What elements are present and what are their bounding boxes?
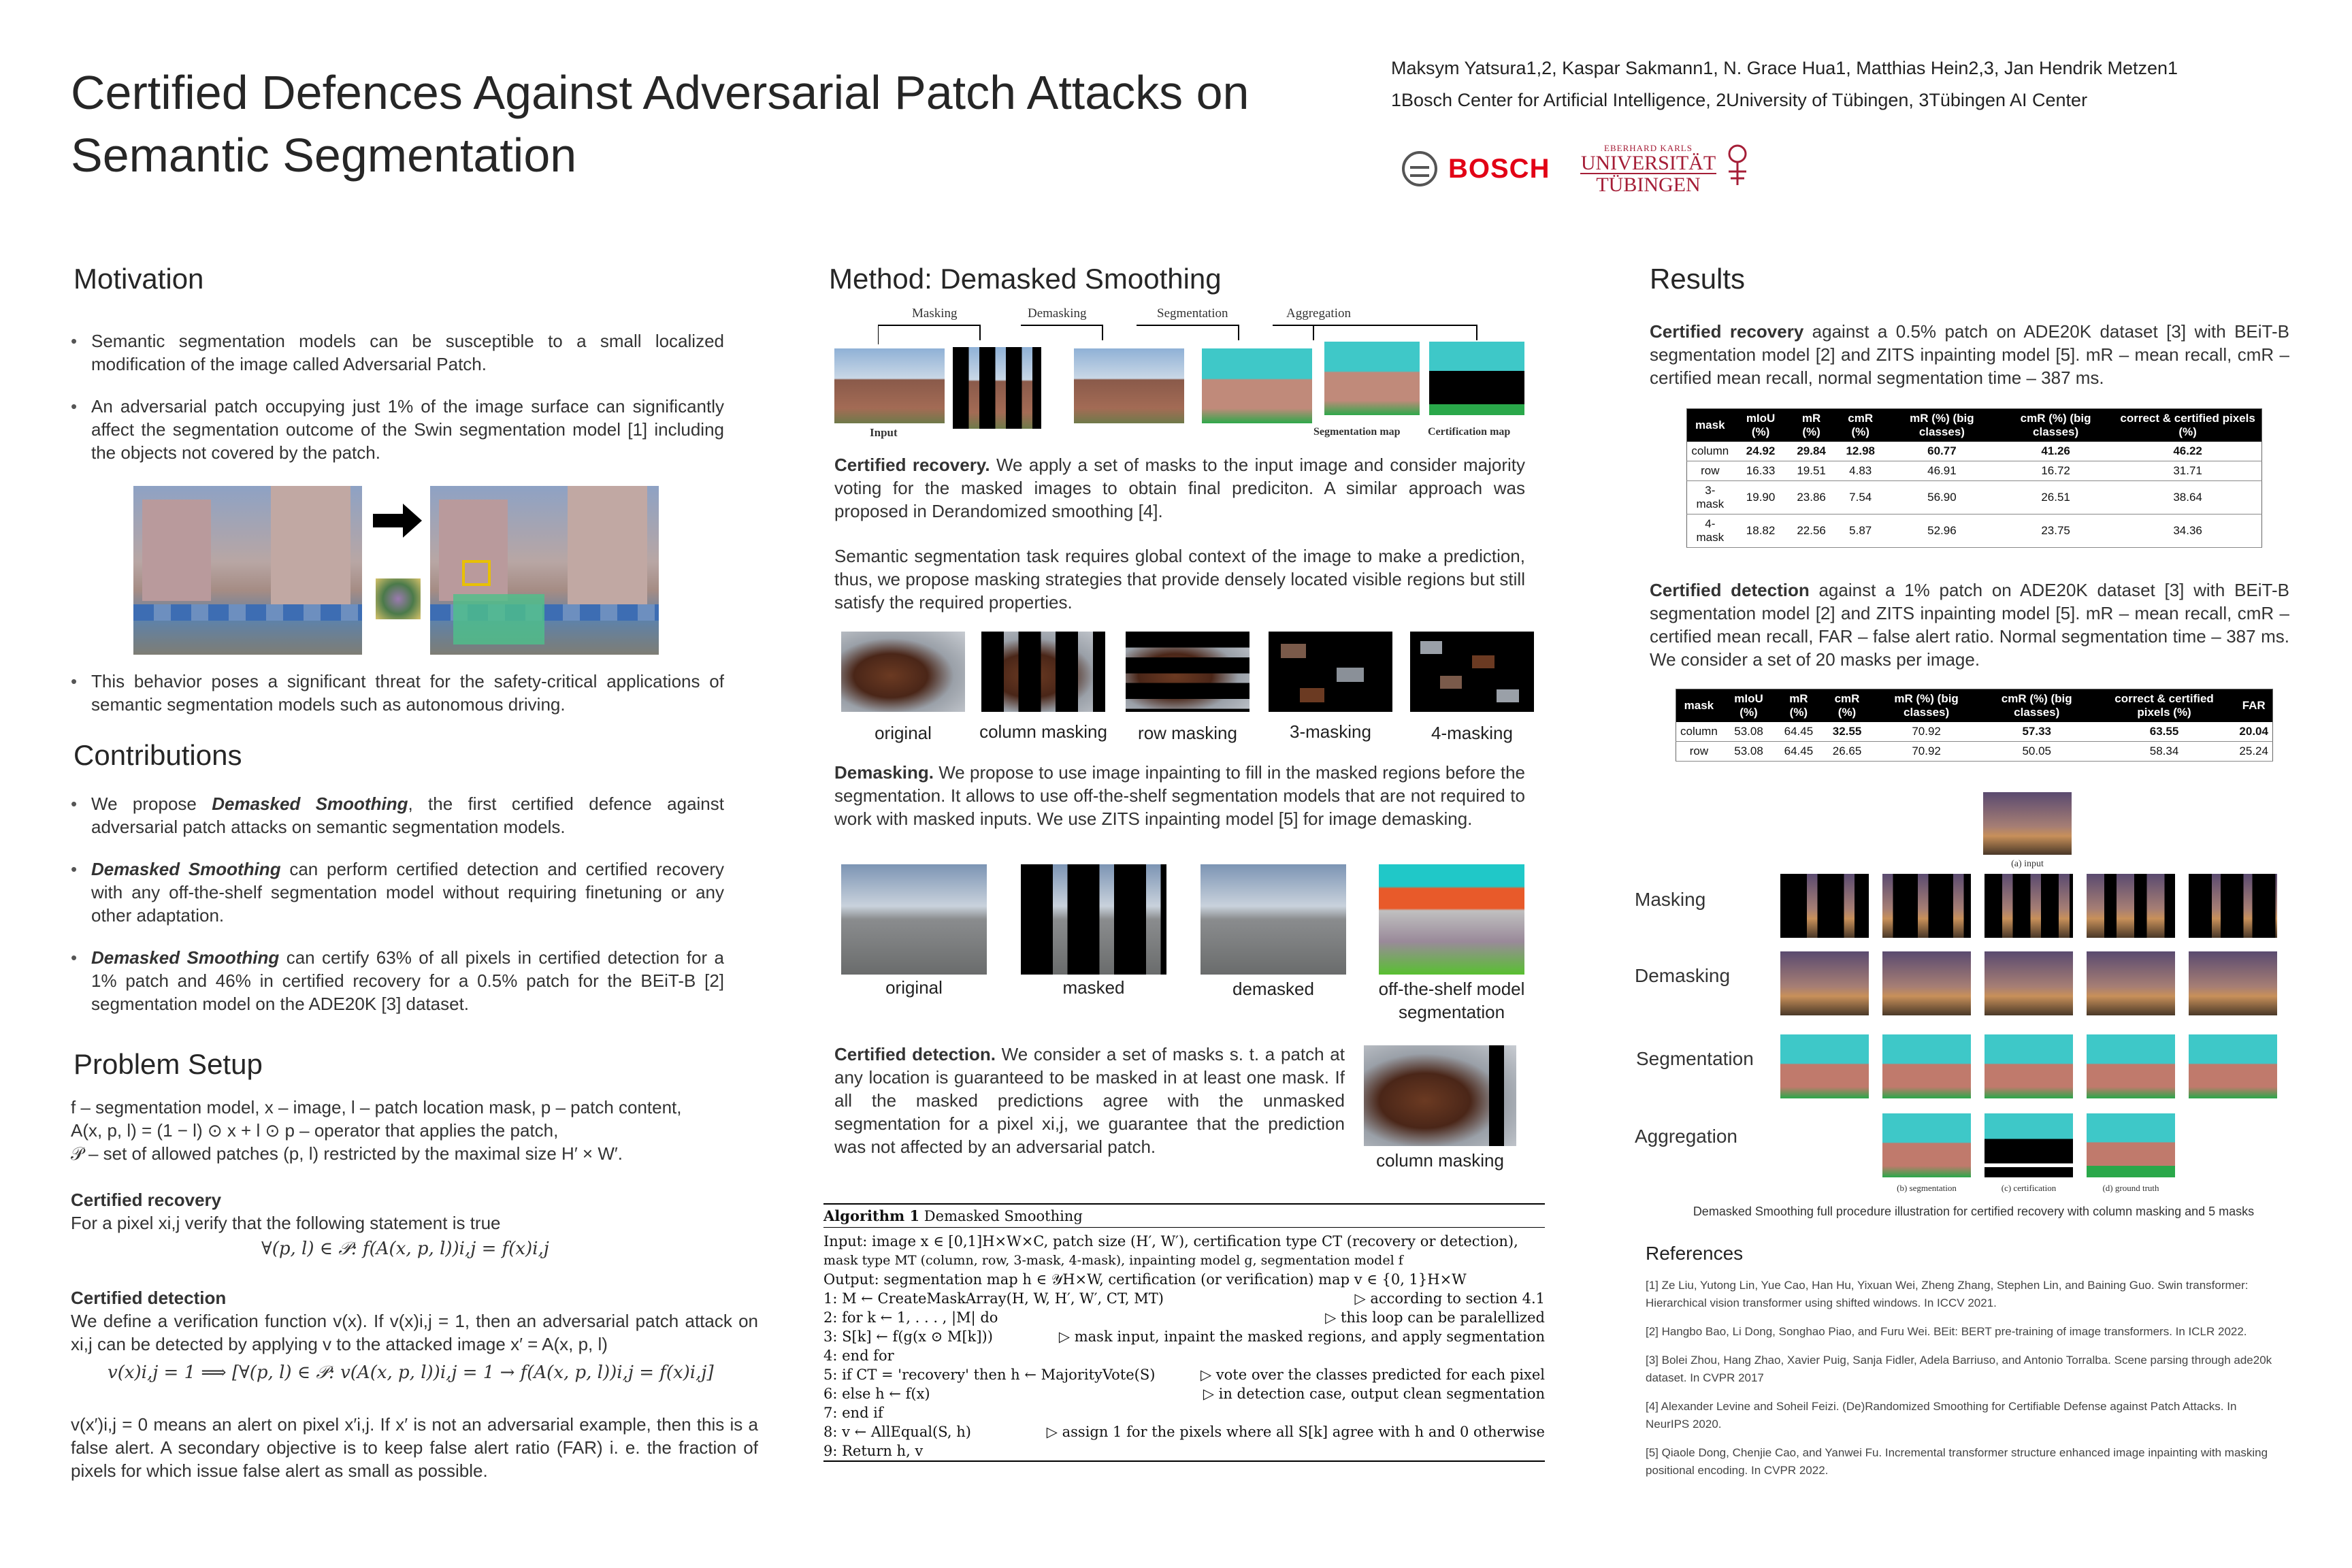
- pipeline-segmentation-map: [1324, 342, 1420, 415]
- motivation-bullet-3-text: This behavior poses a significant threat for the safety-critical applications of semantic segmentation models such as autonomous driving.: [91, 671, 724, 715]
- pipeline-certification-map: [1429, 342, 1524, 415]
- detection-bold: Certified detection.: [834, 1044, 996, 1064]
- pipeline-input-image: [834, 348, 945, 423]
- false-alert-text: v(x′)i,j = 0 means an alert on pixel x′i,j. If x′ is not an adversarial example, then this is a false alert. A secondary objective is to keep false alert ratio (FAR) i. e. the fraction of pixels for which issue false alert as small as possible.: [71, 1414, 758, 1481]
- rec-cell: 22.56: [1788, 514, 1835, 548]
- procedure-seg-1: [1780, 1034, 1869, 1098]
- line-2-code: 2: for k ← 1, . . . , |M| do: [823, 1309, 998, 1326]
- contributions-heading: Contributions: [74, 739, 242, 771]
- line-9-code: 9: Return h, v: [823, 1443, 924, 1459]
- rec-cell: 19.90: [1733, 481, 1788, 514]
- rec-cell: 18.82: [1733, 514, 1788, 548]
- mask-caption-3: 3-masking: [1290, 721, 1371, 742]
- det-cell: 58.34: [2093, 742, 2236, 762]
- line-6-code: 6: else h ← f(x): [823, 1386, 930, 1402]
- results-heading: Results: [1650, 263, 1746, 295]
- contribution-2-post: can perform certified detection and certified recovery with any off-the-shelf segmentation model without requiring finetuning or any other adaptation.: [91, 859, 724, 926]
- results-recovery-paragraph: [1650, 320, 2289, 389]
- motivation-bullet-2-text: An adversarial patch occupying just 1% of the image surface can significantly affect the segmentation outcome of the Swin segmentation model [1] including the objects not covered by the patch.: [91, 396, 724, 463]
- pipeline-masked-stack: [953, 347, 1041, 429]
- procedure-masked-4: [2087, 874, 2175, 938]
- contribution-3-em: Demasked Smoothing: [91, 947, 280, 968]
- contribution-1-pre: We propose: [91, 794, 212, 814]
- det-cell: 26.65: [1822, 742, 1873, 762]
- demasking-paragraph: [834, 761, 1525, 830]
- procedure-row-segmentation: Segmentation: [1636, 1048, 1754, 1069]
- rec-th-5: cmR (%) (big classes): [1997, 409, 2114, 442]
- detection-text: We consider a set of masks s. t. a patch at any location is guaranteed to be masked in at least one mask. If all the masked predictions agree with the unmasked segmentation for a pixel xi,j, we guarantee that the prediction was not affected by an adversarial patch.: [834, 1044, 1345, 1157]
- rec-cell: 31.71: [2114, 461, 2261, 481]
- contribution-bullet-3: [71, 946, 724, 1015]
- algorithm-line-2: [823, 1308, 1545, 1327]
- pipeline-input-caption: Input: [870, 426, 898, 439]
- references-list: [1646, 1277, 2278, 1490]
- tue-line3: TÜBINGEN: [1596, 174, 1701, 196]
- det-th-0: mask: [1676, 689, 1722, 723]
- definition-line-1: f – segmentation model, x – image, l – patch location mask, p – patch content,: [71, 1097, 682, 1117]
- contributions-list: [71, 792, 724, 1034]
- stage-demasking-label: Demasking: [1028, 306, 1087, 321]
- det-th-7: FAR: [2235, 689, 2272, 723]
- procedure-input-image: [1983, 792, 2072, 855]
- procedure-masked-1: [1780, 874, 1869, 938]
- procedure-masked-5: [2189, 874, 2277, 938]
- procedure-certification-map: [1984, 1113, 2073, 1177]
- recovery-results-table: [1686, 408, 2262, 548]
- procedure-demasked-2: [1882, 951, 1971, 1015]
- line-6-comment: ▷ in detection case, output clean segmentation: [1203, 1386, 1545, 1402]
- mask-column-image: [981, 632, 1105, 712]
- rec-cell: 16.72: [1997, 461, 2114, 481]
- algorithm-line-4: [823, 1346, 1545, 1365]
- demasking-bold: Demasking.: [834, 762, 934, 783]
- procedure-masked-2: [1882, 874, 1971, 938]
- det-cell: 50.05: [1980, 742, 2093, 762]
- line-3-comment: ▷ mask input, inpaint the masked regions, and apply segmentation: [1058, 1328, 1545, 1345]
- rec-cell: 16.33: [1733, 461, 1788, 481]
- line-8-comment: ▷ assign 1 for the pixels where all S[k] agree with h and 0 otherwise: [1046, 1424, 1545, 1440]
- tuebingen-logo: [1580, 143, 1716, 196]
- motivation-list: [71, 329, 724, 483]
- line-7-code: 7: end if: [823, 1405, 883, 1421]
- rec-cell: 46.22: [2114, 442, 2261, 461]
- procedure-demasked-1: [1780, 951, 1869, 1015]
- bosch-logo: [1402, 151, 1550, 186]
- pipeline-arrows-icon: [878, 320, 1524, 347]
- definition-line-2: A(x, p, l) = (1 − l) ⊙ x + l ⊙ p – operator that applies the patch,: [71, 1120, 559, 1141]
- mask-3-image: [1269, 632, 1392, 712]
- certified-detection-heading: Certified detection: [71, 1288, 227, 1308]
- det-cell: 53.08: [1722, 722, 1776, 742]
- procedure-ground-truth: [2087, 1113, 2175, 1177]
- clean-segmentation-image: [133, 486, 362, 655]
- detection-results-table: [1676, 689, 2273, 762]
- rec-cell: 4-mask: [1687, 514, 1733, 548]
- det-cell: 20.04: [2235, 722, 2272, 742]
- arrow-right-icon: [373, 504, 422, 538]
- algorithm-output: Output: segmentation map h ∈ 𝒴H×W, certification (or verification) map v ∈ {0, 1}H×W: [823, 1271, 1467, 1288]
- detection-table-header: [1676, 689, 2273, 723]
- author-list: Maksym Yatsura1,2, Kaspar Sakmann1, N. Grace Hua1, Matthias Hein2,3, Jan Hendrik Metzen1: [1391, 58, 2178, 78]
- algorithm-line-8: [823, 1422, 1545, 1441]
- det-cell: 64.45: [1776, 742, 1821, 762]
- table-row: [1676, 742, 2273, 762]
- algorithm-line-7: [823, 1403, 1545, 1422]
- certified-recovery-text: For a pixel xi,j verify that the following statement is true: [71, 1213, 501, 1233]
- det-th-5: cmR (%) (big classes): [1980, 689, 2093, 723]
- motivation-bullet-1: [71, 329, 724, 376]
- table-row: [1687, 461, 2262, 481]
- rec-cell: 23.86: [1788, 481, 1835, 514]
- results-detection-text: against a 1% patch on ADE20K dataset [3] with BEiT-B segmentation model [2] and ZITS inpainting model [5]. mR – mean recall, cmR – certified mean recall, FAR – false alert ratio. Normal segmentation time – 387 ms. We consider a set of 20 masks per image.: [1650, 580, 2289, 670]
- recovery-table-header: [1687, 409, 2262, 442]
- algorithm-input-cont: mask type MT (column, row, 3-mask, 4-mask), inpainting model g, segmentation model f: [823, 1253, 1403, 1268]
- algorithm-title: [823, 1205, 1545, 1228]
- tue-line1: EBERHARD KARLS: [1604, 143, 1693, 153]
- motivation-bullet-3: [71, 670, 724, 716]
- reference-item: [2] Hangbo Bao, Li Dong, Songhao Piao, and Furu Wei. BEit: BERT pre-training of image transformers. In ICLR 2022.: [1646, 1325, 2247, 1338]
- problem-definitions: [71, 1096, 765, 1165]
- contribution-3-post: can certify 63% of all pixels in certified detection for a 1% patch and 46% in certified recovery for a 0.5% patch for the BEiT-B [2] segmentation model on the ADE20K [3] dataset.: [91, 947, 724, 1014]
- mask-caption-4: 4-masking: [1431, 723, 1513, 743]
- algorithm-title-text: Demasked Smoothing: [919, 1208, 1083, 1224]
- mask-4-image: [1410, 632, 1534, 712]
- mask-caption-original: original: [875, 723, 932, 743]
- det-cell: row: [1676, 742, 1722, 762]
- procedure-seg-4: [2087, 1034, 2175, 1098]
- rec-cell: 12.98: [1835, 442, 1886, 461]
- certified-detection-text: We define a verification function v(x). If v(x)i,j = 1, then an adversarial patch attack on xi,j can be detected by applying v to the attacked image x′ = A(x, p, l): [71, 1311, 758, 1354]
- bosch-wordmark: BOSCH: [1448, 153, 1550, 184]
- procedure-row-demasking: Demasking: [1635, 965, 1731, 986]
- det-cell: column: [1676, 722, 1722, 742]
- affiliations: 1Bosch Center for Artificial Intelligence, 2University of Tübingen, 3Tübingen AI Center: [1391, 90, 2088, 110]
- results-detection-bold: Certified detection: [1650, 580, 1810, 600]
- rec-cell: 5.87: [1835, 514, 1886, 548]
- det-cell: 53.08: [1722, 742, 1776, 762]
- line-1-comment: ▷ according to section 4.1: [1354, 1290, 1545, 1307]
- attacked-segmentation-image: [430, 486, 659, 655]
- rec-cell: 60.77: [1886, 442, 1997, 461]
- rec-cell: 46.91: [1886, 461, 1997, 481]
- contribution-bullet-2: [71, 858, 724, 927]
- procedure-seg-5: [2189, 1034, 2277, 1098]
- det-th-6: correct & certified pixels (%): [2093, 689, 2236, 723]
- det-cell: 64.45: [1776, 722, 1821, 742]
- method-recovery-text: We apply a set of masks to the input image and consider majority voting for the masked images to obtain final prediciton. A similar approach was proposed in Derandomized smoothing [4].: [834, 455, 1525, 521]
- det-th-1: mIoU (%): [1722, 689, 1776, 723]
- rec-cell: 23.75: [1997, 514, 2114, 548]
- rec-cell: 41.26: [1997, 442, 2114, 461]
- procedure-cert-caption: (c) certification: [2001, 1183, 2057, 1193]
- mask-caption-column: column masking: [979, 721, 1107, 742]
- table-row: [1676, 722, 2273, 742]
- line-5-comment: ▷ vote over the classes predicted for each pixel: [1200, 1367, 1545, 1383]
- rec-cell: 34.36: [2114, 514, 2261, 548]
- demask-original-image: [841, 864, 987, 975]
- stage-masking-label: Masking: [912, 306, 958, 321]
- det-cell: 32.55: [1822, 722, 1873, 742]
- det-cell: 70.92: [1872, 722, 1980, 742]
- algorithm-line-1: [823, 1289, 1545, 1308]
- global-context-paragraph: Semantic segmentation task requires global context of the image to make a prediction, thus, we propose masking strategies that provide densely located visible regions but still satisfy the required properties.: [834, 546, 1525, 612]
- mask-original-image: [841, 632, 965, 712]
- contribution-2-em: Demasked Smoothing: [91, 859, 281, 879]
- rec-cell: 7.54: [1835, 481, 1886, 514]
- poster-title: Certified Defences Against Adversarial Patch Attacks on Semantic Segmentation: [71, 66, 1250, 182]
- rec-th-2: mR (%): [1788, 409, 1835, 442]
- rec-cell: 38.64: [2114, 481, 2261, 514]
- problem-setup-heading: Problem Setup: [74, 1048, 263, 1080]
- detection-paragraph: [834, 1043, 1345, 1158]
- adversarial-patch-image: [376, 578, 421, 619]
- results-detection-paragraph: [1650, 578, 2289, 671]
- rec-cell: 4.83: [1835, 461, 1886, 481]
- results-recovery-text: against a 0.5% patch on ADE20K dataset [3] with BEiT-B segmentation model [2] and ZITS inpainting model [5]. mR – mean recall, cmR – certified mean recall, normal segmentation time – 387 ms.: [1650, 321, 2289, 388]
- rec-th-3: cmR (%): [1835, 409, 1886, 442]
- line-5-code: 5: if CT = 'recovery' then h ← MajorityVote(S): [823, 1367, 1156, 1383]
- algorithm-line-6: [823, 1384, 1545, 1403]
- motivation-bullet-2: [71, 395, 724, 464]
- algorithm-line-3: [823, 1327, 1545, 1346]
- rec-cell: row: [1687, 461, 1733, 481]
- demask-caption-original: original: [885, 977, 943, 998]
- contribution-1-post: , the first certified defence against adversarial patch attacks on semantic segmentation models.: [91, 794, 724, 837]
- detection-caption: column masking: [1376, 1150, 1504, 1171]
- demask-segmentation-image: [1379, 864, 1524, 975]
- procedure-input-caption: (a) input: [2011, 859, 2044, 869]
- mask-caption-row: row masking: [1138, 723, 1237, 743]
- tuebingen-seal-icon: [1720, 144, 1754, 188]
- definition-line-3: 𝒫 – set of allowed patches (p, l) restricted by the maximal size H′ × W′.: [71, 1143, 623, 1164]
- line-8-code: 8: v ← AllEqual(S, h): [823, 1424, 971, 1440]
- motivation-list-2: [71, 670, 724, 735]
- segmentation-map-caption: Segmentation map: [1313, 426, 1401, 438]
- procedure-demasked-3: [1984, 951, 2073, 1015]
- rec-cell: 52.96: [1886, 514, 1997, 548]
- results-recovery-bold: Certified recovery: [1650, 321, 1804, 342]
- det-th-4: mR (%) (big classes): [1872, 689, 1980, 723]
- line-2-comment: ▷ this loop can be paralellized: [1325, 1309, 1545, 1326]
- rec-cell: 56.90: [1886, 481, 1997, 514]
- line-1-code: 1: M ← CreateMaskArray(H, W, H′, W′, CT, MT): [823, 1290, 1164, 1307]
- demask-caption-masked: masked: [1062, 977, 1125, 998]
- procedure-row-aggregation: Aggregation: [1635, 1126, 1738, 1147]
- procedure-figure-caption: Demasked Smoothing full procedure illustration for certified recovery with column masking and 5 masks: [1693, 1205, 2255, 1218]
- procedure-row-masking: Masking: [1635, 889, 1706, 910]
- procedure-demasked-5: [2189, 951, 2277, 1015]
- pipeline-demasked-image: [1074, 348, 1184, 423]
- demasking-text: We propose to use image inpainting to fill in the masked regions before the segmentation. It allows to use off-the-shelf segmentation models that are not required to work with masked inputs. We use ZITS inpainting model [5] for image demasking.: [834, 762, 1525, 829]
- certification-map-caption: Certification map: [1428, 426, 1511, 438]
- table-row: [1687, 481, 2262, 514]
- table-row: [1687, 442, 2262, 461]
- det-th-2: mR (%): [1776, 689, 1821, 723]
- rec-th-0: mask: [1687, 409, 1733, 442]
- rec-cell: 26.51: [1997, 481, 2114, 514]
- procedure-masked-3: [1984, 874, 2073, 938]
- tue-line2: UNIVERSITÄT: [1580, 152, 1716, 174]
- algorithm-line-9: [823, 1441, 1545, 1460]
- rec-th-1: mIoU (%): [1733, 409, 1788, 442]
- detection-column-mask-image: [1364, 1045, 1516, 1146]
- demask-masked-image: [1021, 864, 1166, 975]
- certified-detection-formula: v(x)i,j = 1 ⟹ [∀(p, l) ∈ 𝒫: v(A(x, p, l))i,j = 1 → f(A(x, p, l))i,j = f(x)i,j]: [108, 1362, 714, 1383]
- motivation-bullet-1-text: Semantic segmentation models can be susceptible to a small localized modification of the image called Adversarial Patch.: [91, 331, 724, 374]
- det-cell: 25.24: [2235, 742, 2272, 762]
- motivation-heading: Motivation: [74, 263, 204, 295]
- algorithm-box: [823, 1203, 1545, 1462]
- procedure-seg-2: [1882, 1034, 1971, 1098]
- rec-cell: 3-mask: [1687, 481, 1733, 514]
- rec-cell: column: [1687, 442, 1733, 461]
- procedure-demasked-4: [2087, 951, 2175, 1015]
- line-3-code: 3: S[k] ← f(g(x ⊙ M[k])): [823, 1328, 993, 1345]
- contribution-bullet-1: [71, 792, 724, 838]
- certified-recovery-heading: Certified recovery: [71, 1190, 222, 1210]
- det-th-3: cmR (%): [1822, 689, 1873, 723]
- mask-row-image: [1126, 632, 1250, 712]
- det-cell: 70.92: [1872, 742, 1980, 762]
- reference-item: [1] Ze Liu, Yutong Lin, Yue Cao, Han Hu, Yixuan Wei, Zheng Zhang, Stephen Lin, and Baining Guo. Swin transformer: Hierarchical vision transformer using shifted windows. In ICCV 2021.: [1646, 1279, 2249, 1309]
- algorithm-title-bold: Algorithm 1: [823, 1207, 920, 1224]
- pipeline-segmented-image: [1202, 348, 1312, 423]
- reference-item: [3] Bolei Zhou, Hang Zhao, Xavier Puig, Sanja Fidler, Adela Barriuso, and Antonio Torralba. Scene parsing through ade20k dataset. In CVPR 2017: [1646, 1354, 2272, 1384]
- reference-item: [5] Qiaole Dong, Chenjie Cao, and Yanwei Fu. Incremental transformer structure enhanced image inpainting with masking positional encoding. In CVPR 2022.: [1646, 1446, 2268, 1477]
- demask-demasked-image: [1200, 864, 1346, 975]
- reference-item: [4] Alexander Levine and Soheil Feizi. (De)Randomized Smoothing for Certifiable Defense against Patch Attacks. In NeurIPS 2020.: [1646, 1400, 2237, 1431]
- stage-aggregation-label: Aggregation: [1286, 306, 1351, 321]
- method-heading: Method: Demasked Smoothing: [829, 263, 1222, 295]
- table-row: [1687, 514, 2262, 548]
- demask-caption-demasked: demasked: [1232, 979, 1314, 999]
- demask-caption-segmentation: off-the-shelf model segmentation: [1378, 979, 1525, 1022]
- rec-th-4: mR (%) (big classes): [1886, 409, 1997, 442]
- procedure-gt-caption: (d) ground truth: [2102, 1183, 2159, 1193]
- procedure-seg-3: [1984, 1034, 2073, 1098]
- stage-segmentation-label: Segmentation: [1157, 306, 1228, 321]
- method-recovery-paragraph: [834, 453, 1525, 523]
- method-recovery-bold: Certified recovery.: [834, 455, 990, 475]
- rec-th-6: correct & certified pixels (%): [2114, 409, 2261, 442]
- procedure-seg-caption: (b) segmentation: [1897, 1183, 1957, 1193]
- line-4-code: 4: end for: [823, 1348, 894, 1364]
- rec-cell: 24.92: [1733, 442, 1788, 461]
- rec-cell: 19.51: [1788, 461, 1835, 481]
- algorithm-line-5: [823, 1365, 1545, 1384]
- det-cell: 63.55: [2093, 722, 2236, 742]
- rec-cell: 29.84: [1788, 442, 1835, 461]
- bosch-armature-icon: [1402, 151, 1437, 186]
- det-cell: 57.33: [1980, 722, 2093, 742]
- contribution-1-em: Demasked Smoothing: [212, 794, 408, 814]
- references-heading: References: [1646, 1243, 1744, 1264]
- certified-recovery-formula: ∀(p, l) ∈ 𝒫: f(A(x, p, l))i,j = f(x)i,j: [261, 1239, 549, 1259]
- procedure-final-segmentation: [1882, 1113, 1971, 1177]
- algorithm-input: Input: image x ∈ [0,1]H×W×C, patch size (H′, W′), certification type CT (recovery or detection),: [823, 1233, 1518, 1250]
